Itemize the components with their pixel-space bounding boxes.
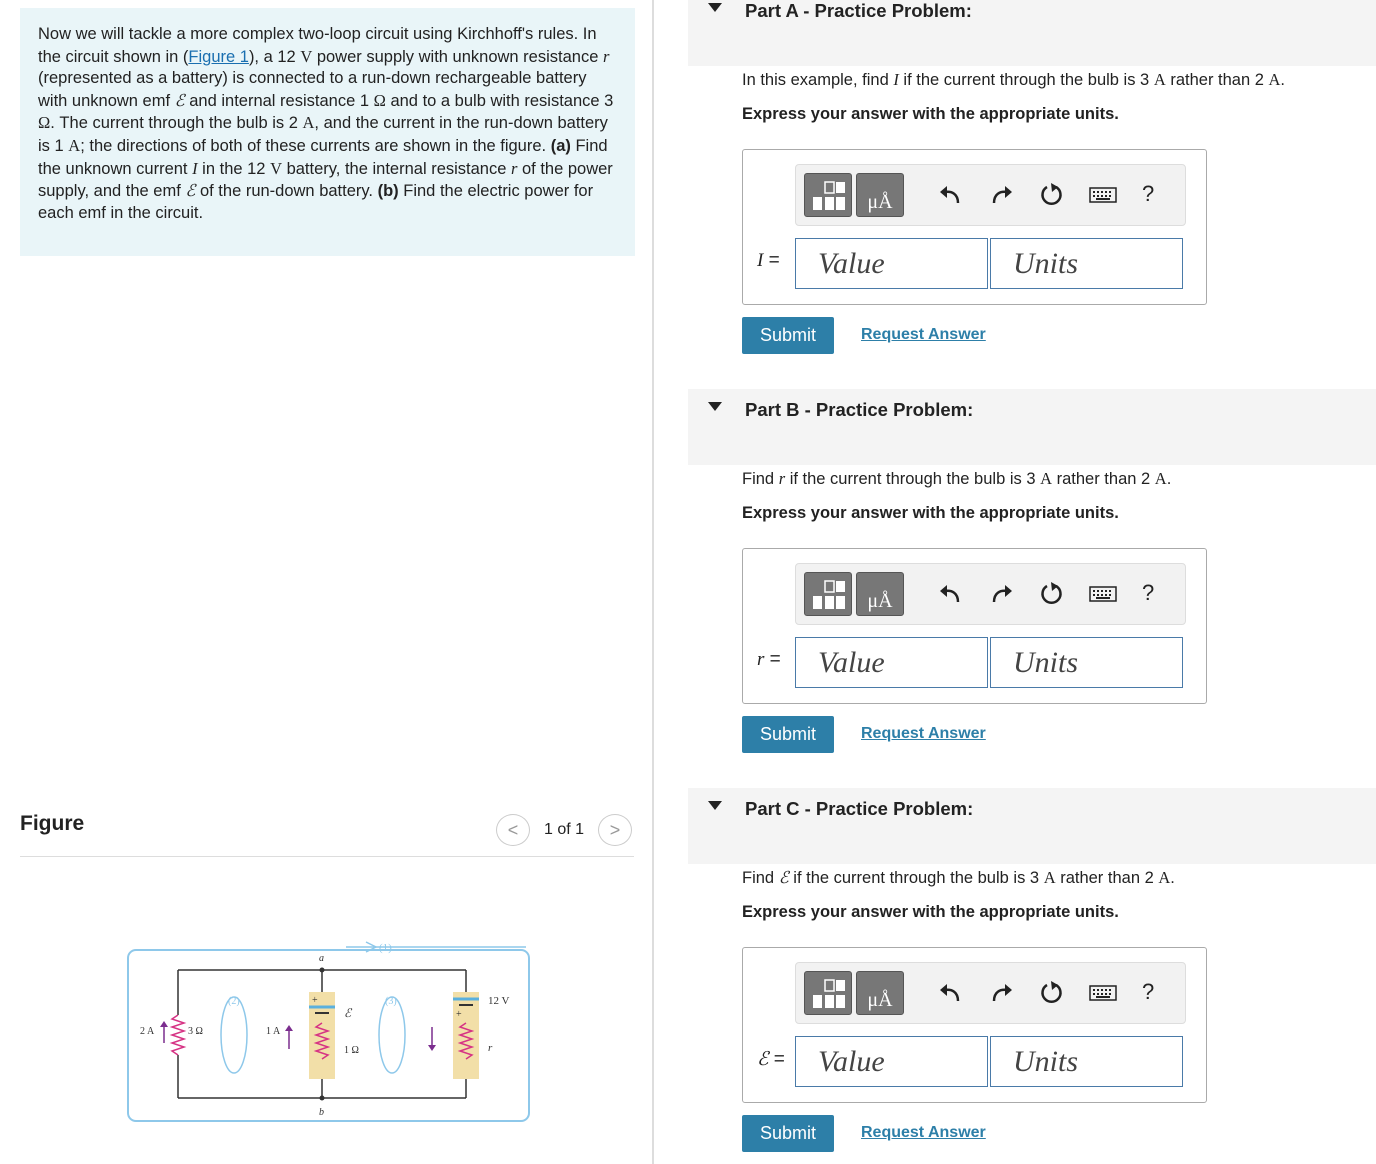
circuit-diagram xyxy=(126,937,532,1123)
loop3-label: (3) xyxy=(385,996,397,1007)
math-toolbar xyxy=(795,164,1186,226)
keyboard-icon xyxy=(1089,186,1117,204)
part-section-2 xyxy=(688,788,1376,1164)
battery-current-arrowhead xyxy=(285,1025,293,1031)
prev-figure-button[interactable]: < xyxy=(496,814,530,846)
battery-plus: + xyxy=(312,995,318,1006)
request-answer-link[interactable]: Request Answer xyxy=(861,326,986,343)
part-title: Part B - Practice Problem: xyxy=(745,399,974,420)
redo-button[interactable] xyxy=(988,979,1016,1007)
value-input[interactable]: Value xyxy=(795,1036,988,1087)
reset-button[interactable] xyxy=(1038,979,1066,1007)
undo-button[interactable] xyxy=(936,580,964,608)
part-section-0 xyxy=(688,0,1376,370)
math-toolbar xyxy=(795,962,1186,1024)
emf-label: ℰ xyxy=(344,1006,352,1020)
templates-icon xyxy=(805,573,853,617)
templates-button[interactable] xyxy=(804,572,852,616)
reset-icon xyxy=(1039,581,1065,607)
keyboard-icon xyxy=(1089,984,1117,1002)
supply-current-arrowhead xyxy=(428,1045,436,1051)
reset-button[interactable] xyxy=(1038,181,1066,209)
collapse-triangle-icon[interactable] xyxy=(708,801,722,810)
math-toolbar xyxy=(795,563,1186,625)
loop1-label: (1) xyxy=(379,942,392,954)
supply-voltage-label: 12 V xyxy=(488,995,510,1007)
part-title: Part A - Practice Problem: xyxy=(745,0,972,21)
loop2-circle xyxy=(221,997,247,1073)
variable-label: I = xyxy=(757,250,780,271)
units-button[interactable]: μÅ xyxy=(856,971,904,1015)
keyboard-button[interactable] xyxy=(1088,181,1118,209)
part-header[interactable] xyxy=(688,389,1376,465)
battery-current-label: 1 A xyxy=(266,1026,281,1037)
units-button[interactable]: μÅ xyxy=(856,572,904,616)
figure-divider xyxy=(20,856,634,857)
undo-icon xyxy=(938,981,962,1005)
help-button[interactable]: ? xyxy=(1142,580,1155,605)
units-button[interactable]: μÅ xyxy=(856,173,904,217)
undo-button[interactable] xyxy=(936,979,964,1007)
undo-icon xyxy=(938,582,962,606)
reset-icon xyxy=(1039,182,1065,208)
answer-box xyxy=(742,947,1207,1103)
submit-button[interactable]: Submit xyxy=(742,1115,834,1152)
keyboard-button[interactable] xyxy=(1088,979,1118,1007)
answer-box xyxy=(742,149,1207,305)
units-input[interactable]: Units xyxy=(990,238,1183,289)
next-figure-button[interactable]: > xyxy=(598,814,632,846)
part-title: Part C - Practice Problem: xyxy=(745,798,974,819)
loop3-circle xyxy=(379,997,405,1073)
problem-pane xyxy=(0,0,652,1164)
templates-button[interactable] xyxy=(804,173,852,217)
bulb-current-arrowhead xyxy=(160,1021,168,1027)
part-question: Find ℰ if the current through the bulb is 3 A rather than 2 A. xyxy=(742,868,1175,887)
collapse-triangle-icon[interactable] xyxy=(708,402,722,411)
internal-resistance-label: 1 Ω xyxy=(344,1045,359,1056)
templates-button[interactable] xyxy=(804,971,852,1015)
value-input[interactable]: Value xyxy=(795,637,988,688)
answer-box xyxy=(742,548,1207,704)
bulb-resistance-label: 3 Ω xyxy=(188,1026,203,1037)
help-button[interactable]: ? xyxy=(1142,181,1155,206)
figure-pager xyxy=(496,814,632,846)
pager-count: 1 of 1 xyxy=(544,821,585,838)
part-question: In this example, find I if the current through the bulb is 3 A rather than 2 A. xyxy=(742,70,1285,89)
keyboard-icon xyxy=(1089,585,1117,603)
node-a-label: a xyxy=(319,953,324,964)
parts-pane xyxy=(688,0,1376,1164)
redo-button[interactable] xyxy=(988,580,1016,608)
request-answer-link[interactable]: Request Answer xyxy=(861,725,986,742)
variable-label: ℰ = xyxy=(757,1049,785,1070)
loop2-label: (2) xyxy=(228,996,240,1007)
junction-a xyxy=(320,968,325,973)
junction-b xyxy=(320,1096,325,1101)
request-answer-link[interactable]: Request Answer xyxy=(861,1124,986,1141)
bulb-current-label: 2 A xyxy=(140,1026,155,1037)
part-section-1 xyxy=(688,389,1376,769)
reset-icon xyxy=(1039,980,1065,1006)
undo-button[interactable] xyxy=(936,181,964,209)
part-instruction: Express your answer with the appropriate units. xyxy=(742,903,1119,921)
units-input[interactable]: Units xyxy=(990,637,1183,688)
node-b-label: b xyxy=(319,1107,324,1118)
figure-heading: Figure xyxy=(20,812,85,835)
supply-plus: + xyxy=(456,1009,462,1020)
help-button[interactable]: ? xyxy=(1142,979,1155,1004)
redo-icon xyxy=(990,582,1014,606)
redo-icon xyxy=(990,183,1014,207)
value-input[interactable]: Value xyxy=(795,238,988,289)
undo-icon xyxy=(938,183,962,207)
units-input[interactable]: Units xyxy=(990,1036,1183,1087)
redo-button[interactable] xyxy=(988,181,1016,209)
part-instruction: Express your answer with the appropriate units. xyxy=(742,105,1119,123)
keyboard-button[interactable] xyxy=(1088,580,1118,608)
collapse-triangle-icon[interactable] xyxy=(708,3,722,12)
part-instruction: Express your answer with the appropriate units. xyxy=(742,504,1119,522)
supply-r-label: r xyxy=(488,1042,493,1054)
templates-icon xyxy=(805,174,853,218)
figure-link[interactable]: Figure 1 xyxy=(188,47,249,66)
problem-statement: Now we will tackle a more complex two-loop circuit using Kirchhoff's rules. In the circuit shown in (Figure 1), a 12 V power supply with unknown resistance r (represented as a battery) is connected to a run-down rechargeable battery with unknown emf ℰ and internal resistance 1 Ω and to a bulb with resistance 3 Ω. The current through the bulb is 2 A, and the current in the run-down battery is 1 A; the directions of both of these currents are shown in the figure. (a) Find the unknown current I in the 12 V battery, the internal resistance r of the power supply, and the emf ℰ of the run-down battery. (b) Find the electric power for each emf in the circuit. xyxy=(20,8,635,256)
templates-icon xyxy=(805,972,853,1016)
part-question: Find r if the current through the bulb is 3 A rather than 2 A. xyxy=(742,469,1172,488)
variable-label: r = xyxy=(757,649,781,670)
submit-button[interactable]: Submit xyxy=(742,716,834,753)
part-header[interactable] xyxy=(688,0,1376,66)
submit-button[interactable]: Submit xyxy=(742,317,834,354)
reset-button[interactable] xyxy=(1038,580,1066,608)
pane-divider xyxy=(652,0,654,1164)
part-header[interactable] xyxy=(688,788,1376,864)
redo-icon xyxy=(990,981,1014,1005)
